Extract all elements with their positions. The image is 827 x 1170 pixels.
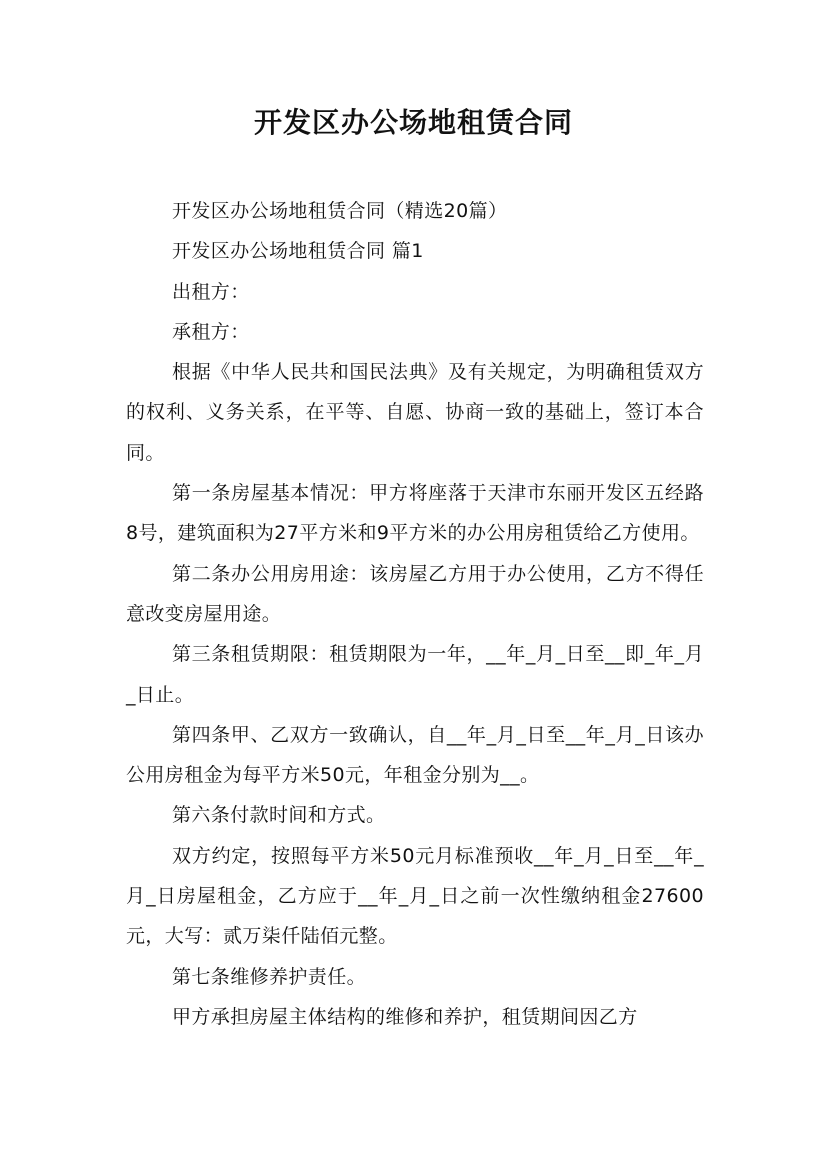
lessee-line: 承租方： [172,320,250,343]
article-1-paragraph: 第一条房屋基本情况：甲方将座落于天津市东丽开发区五经路8号，建筑面积为27平方米和9平方米的办公用房租赁给乙方使用。 [126,482,704,545]
lessor-line: 出租方： [172,280,250,303]
section-heading-paragraph: 开发区办公场地租赁合同 篇1 [172,240,424,263]
article-7-heading: 第七条维修养护责任。 [172,965,367,988]
article-3-paragraph: 第三条租赁期限：租赁期限为一年，__年_月_日至__即_年_月_日止。 [126,643,704,706]
article-4-paragraph: 第四条甲、乙双方一致确认，自__年_月_日至__年_月_日该办公用房租金为每平方米50元，年租金分别为__。 [126,723,704,787]
article-7-paragraph: 甲方承担房屋主体结构的维修和养护，租赁期间因乙方 [172,1005,638,1028]
preamble-paragraph: 根据《中华人民共和国民法典》及有关规定，为明确租赁双方的权利、义务关系，在平等、自愿、协商一致的基础上，签订本合同。 [126,361,704,464]
document-body [126,191,704,1037]
document-title: 开发区办公场地租赁合同 [253,106,573,139]
article-2-paragraph: 第二条办公用房用途：该房屋乙方用于办公使用，乙方不得任意改变房屋用途。 [126,562,704,625]
subtitle-paragraph: 开发区办公场地租赁合同（精选20篇） [172,200,508,222]
article-6-paragraph: 双方约定，按照每平方米50元月标准预收__年_月_日至__年_月_日房屋租金，乙方应于__年_月_日之前一次性缴纳租金27600元，大写：贰万柒仟陆佰元整。 [126,844,704,948]
article-6-heading: 第六条付款时间和方式。 [172,804,386,827]
